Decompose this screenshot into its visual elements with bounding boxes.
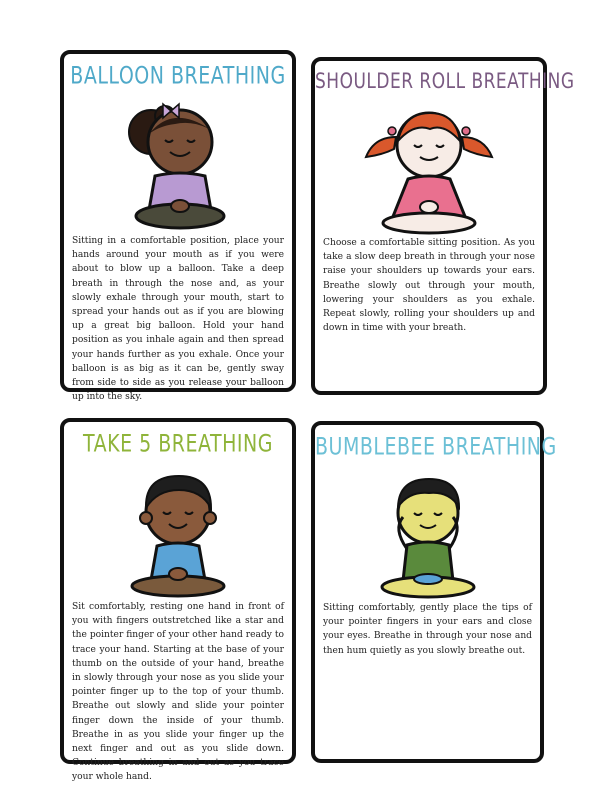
card-title: BALLOON BREATHING	[70, 62, 286, 90]
card-title: BUMBLEBEE BREATHING	[315, 433, 557, 461]
boy-meditating-illustration	[64, 462, 292, 602]
card-shoulder-roll-breathing	[311, 57, 575, 395]
card-title: SHOULDER ROLL BREATHING	[315, 69, 575, 94]
card-take-5-breathing	[60, 418, 296, 783]
card-bumblebee-breathing	[311, 421, 557, 763]
card-title: TAKE 5 BREATHING	[83, 430, 273, 458]
card-description: Sitting in a comfortable position, place your hands around your mouth as if you were about to blow up a balloon. Take a deep breath in through the nose and, as your slowly exhale through your mouth, start to spread your hands out as if you are blowing up a great big balloon. Hold your hand position as you inhale again and then spread your hands further as you exhale. Once your balloon is as big as it can be, gently sway from side to side as you release your balloon up into the sky.	[72, 236, 284, 403]
boy-meditating-illustration	[315, 465, 540, 605]
card-description: Sit comfortably, resting one hand in front of you with fingers outstretched like a star and the pointer finger of your other hand ready to trace your hand. Starting at the base of your thumb on the outside of your hand, breathe in slowly through your nose as you slide your pointer finger up to the top of your thumb. Breathe out slowly and slide your pointer finger down the inside of your thumb. Breathe in as you slide your finger up the next finger and out as you slide down. Continue breathing in and out as you trace your whole hand.	[72, 602, 284, 783]
card-description: Sitting comfortably, gently place the tips of your pointer fingers in your ears and close your eyes. Breathe in through your nose and then hum quietly as you slowly breathe out.	[323, 603, 532, 656]
girl-meditating-illustration	[315, 101, 543, 241]
card-balloon-breathing	[60, 50, 296, 403]
card-description: Choose a comfortable sitting position. As you take a slow deep breath in through your nose raise your shoulders up towards your ears. Breathe slowly out through your mouth, lowering your shoulders as you exhale. Repeat slowly, rolling your shoulders up and down in time with your breath.	[323, 238, 535, 334]
girl-meditating-illustration	[64, 94, 292, 234]
